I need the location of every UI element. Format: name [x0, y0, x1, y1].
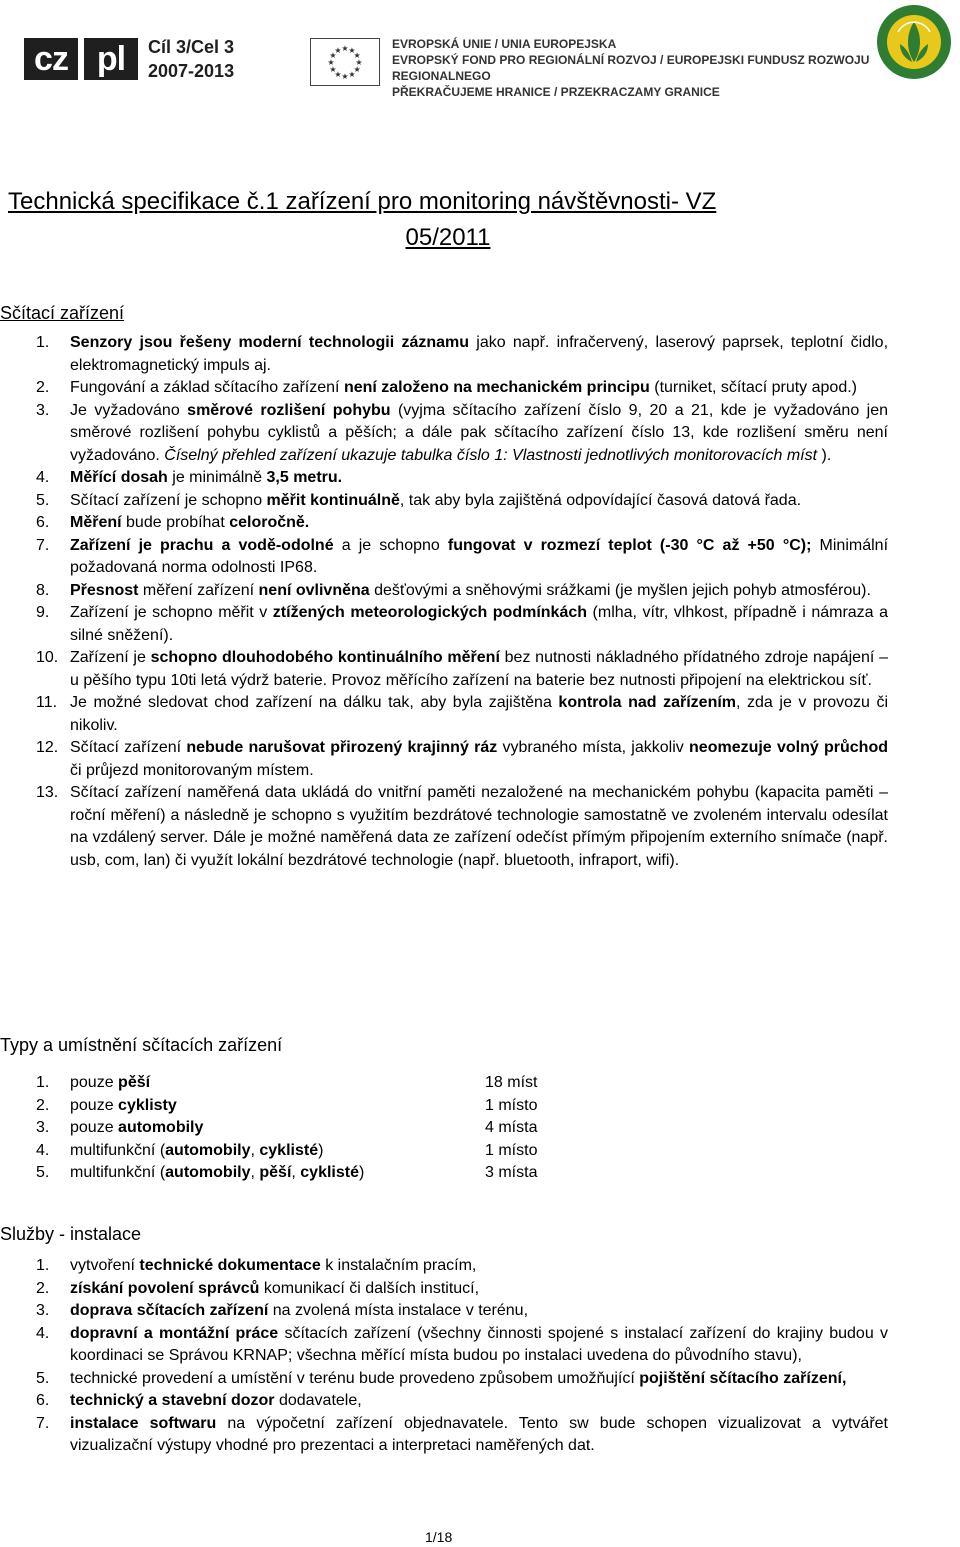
list-item [0, 332, 888, 377]
list-item [0, 737, 888, 782]
eu-star-icon: ★ [348, 45, 356, 55]
item-text: Sčítací zařízení je schopno [70, 491, 267, 509]
bold-text: technické dokumentace [139, 1257, 321, 1274]
list-item-number: 4. [36, 1324, 50, 1342]
item-text: ) [318, 1141, 324, 1159]
list-item-number: 11. [36, 694, 58, 711]
eu-line-2: EVROPSKÝ FOND PRO REGIONÁLNÍ ROZVOJ / EUROPEJSKI FUNDUSZ ROZWOJU REGIONALNEGO [392, 53, 870, 83]
item-text: bude probíhat [121, 514, 230, 531]
pl-logo-block: pl [84, 38, 138, 80]
bold-text: celoročně. [229, 514, 310, 531]
item-text: , zda je v provozu či nikoliv. [70, 694, 889, 734]
list-item-number: 3. [36, 1302, 50, 1319]
item-text: , [250, 1164, 260, 1181]
logo-bar [0, 0, 960, 110]
bold-text: nebude narušovat přirozený krajinný ráz [186, 739, 498, 756]
list-item [0, 1413, 888, 1458]
bold-text: získání povolení správců [70, 1279, 260, 1297]
location-count: 1 místo [485, 1096, 538, 1114]
item-text: pouze [70, 1119, 119, 1136]
list-item-number: 6. [36, 1392, 50, 1409]
item-text: Minimální požadovaná norma odolnosti IP68. [70, 536, 889, 576]
bold-text: Měření [70, 514, 122, 531]
item-text: pouze [70, 1096, 119, 1114]
item-text: (mlha, vítr, vlhkost, případně i námraza a silné sněžení). [70, 604, 888, 644]
services-list [0, 1255, 960, 1458]
list-item-number: 3. [36, 401, 50, 419]
krnap-seal-logo [876, 4, 952, 80]
location-count: 1 místo [485, 1141, 538, 1159]
list-item-number: 5. [36, 1369, 50, 1387]
item-text: na zvolená místa instalace v terénu, [268, 1302, 529, 1319]
list-item-number: 2. [36, 1279, 50, 1297]
section-heading: Sčítací zařízení [0, 303, 125, 323]
location-count: 4 místa [485, 1119, 538, 1136]
bold-text: není ovlivněna [258, 581, 370, 599]
bold-text: automobily [165, 1141, 251, 1159]
bold-text: Měřící dosah [70, 469, 168, 486]
item-text: multifunkční ( [70, 1164, 166, 1181]
list-item [0, 1368, 888, 1391]
bold-text: pojištění sčítacího zařízení, [639, 1369, 847, 1387]
item-text: , [250, 1141, 260, 1159]
item-text: (vyjma sčítacího zařízení číslo 9, 20 a 21, kde je vyžadováno jen směrové rozlišení pohybu cyklistů a pěších; a dále pak sčítacího zařízení číslo 13, kde rozlišení směru není vyžadováno. [70, 401, 888, 464]
bold-text: měřit kontinuálně [266, 491, 400, 509]
list-item-number: 1. [36, 1074, 50, 1091]
item-text: (turniket, sčítací pruty apod.) [649, 379, 857, 396]
bold-text: pěší [118, 1074, 151, 1091]
list-item [0, 1162, 888, 1185]
item-text: Sčítací zařízení [70, 739, 187, 756]
list-item-number: 1. [36, 334, 50, 351]
item-text: sčítacích zařízení (všechny činnosti spojené s instalací zařízení do krajiny budou v koordinaci se Správou KRNAP; všechna měřící místa budou po instalaci uvedena do původního stavu), [70, 1324, 888, 1364]
page-number: 1/18 [425, 1529, 453, 1545]
eu-star-icon: ★ [341, 44, 349, 53]
cil-label: Cíl 3/Cel 3 [148, 37, 235, 57]
eu-line-1: EVROPSKÁ UNIE / UNIA EUROPEJSKA [392, 37, 617, 51]
location-count: 3 místa [485, 1164, 538, 1181]
list-item [0, 1390, 888, 1413]
eu-program-text [392, 36, 960, 100]
bold-text: fungovat v rozmezí teplot (-30 °C až +50 °C); [447, 536, 812, 554]
item-text: ) [359, 1164, 365, 1181]
list-item [0, 1095, 888, 1118]
list-item-number: 5. [36, 491, 50, 509]
bold-text: instalace softwaru [70, 1414, 217, 1432]
item-text: ). [817, 446, 832, 464]
list-item-number: 7. [36, 536, 50, 554]
item-text: je minimálně [167, 469, 267, 486]
bold-text: ztížených meteorologických podmínkách [272, 604, 588, 621]
item-text: komunikací či dalších institucí, [259, 1279, 480, 1297]
item-text: Zařízení je [70, 649, 151, 666]
item-text: dodavatele, [274, 1392, 362, 1409]
eu-star-icon: ★ [353, 65, 361, 74]
list-item [0, 692, 888, 737]
eu-star-icon: ★ [334, 70, 342, 80]
list-item [0, 602, 888, 647]
eu-star-icon: ★ [355, 58, 363, 67]
bold-text: cyklisté [259, 1141, 319, 1159]
list-item [0, 1117, 888, 1140]
list-item [0, 1323, 888, 1368]
list-item [0, 1072, 888, 1095]
item-text: k instalačním pracím, [320, 1257, 477, 1274]
section-device-types [0, 1034, 960, 1185]
list-item-number: 13. [36, 784, 59, 801]
bold-text: Přesnost [70, 581, 139, 599]
bold-text: cyklisty [118, 1096, 177, 1114]
bold-text: Zařízení je prachu a vodě-odolné [70, 536, 334, 554]
bold-text: technický a stavební dozor [70, 1392, 275, 1409]
cz-logo-block: cz [24, 38, 78, 80]
bold-text: Senzory jsou řešeny moderní technologii záznamu [70, 334, 470, 351]
list-item [0, 1140, 888, 1163]
list-item-number: 5. [36, 1164, 50, 1181]
item-text: či průjezd monitorovaným místem. [70, 761, 314, 779]
list-item [0, 647, 888, 692]
list-item [0, 377, 888, 400]
list-item [0, 580, 888, 603]
eu-flag-icon [310, 38, 380, 86]
bold-text: není založeno na mechanickém principu [343, 379, 650, 396]
czpl-logo [24, 36, 246, 84]
list-item [0, 512, 888, 535]
list-item [0, 1255, 888, 1278]
item-text: jako např. infračervený, laserový paprsek, teplotní čidlo, elektromagnetický impuls aj. [70, 334, 889, 374]
bold-text: schopno dlouhodobého kontinuálního měření [150, 649, 500, 666]
eu-line-3: PŘEKRAČUJEME HRANICE / PRZEKRACZAMY GRANICE [392, 85, 720, 99]
bold-text: automobily [165, 1164, 251, 1181]
title-line-1: Technická specifikace č.1 zařízení pro monitoring návštěvnosti- VZ [8, 188, 717, 215]
list-item [0, 535, 888, 580]
eu-star-icon: ★ [329, 65, 337, 74]
types-list [0, 1072, 960, 1185]
item-text: měření zařízení [138, 581, 259, 599]
list-item-number: 10. [36, 649, 59, 666]
section-counting-devices [0, 302, 960, 872]
years-label: 2007-2013 [148, 61, 235, 81]
list-item-number: 2. [36, 1096, 50, 1114]
item-text: pouze [70, 1074, 119, 1091]
eu-star-icon: ★ [327, 58, 335, 67]
list-item-number: 9. [36, 604, 50, 621]
list-item-number: 4. [36, 469, 50, 486]
bold-text: 3,5 metru. [266, 469, 343, 486]
bold-text: cyklisté [300, 1164, 359, 1181]
requirements-list [0, 332, 960, 872]
list-item-number: 12. [36, 739, 59, 756]
list-item-number: 1. [36, 1257, 50, 1274]
eu-star-icon: ★ [334, 45, 342, 55]
list-item [0, 1300, 888, 1323]
list-item-number: 7. [36, 1414, 50, 1432]
bold-text: dopravní a montážní práce [70, 1324, 279, 1342]
list-item-number: 4. [36, 1141, 50, 1159]
item-text: a je schopno [333, 536, 448, 554]
section-installation [0, 1223, 960, 1458]
item-text: vybraného místa, jakkoliv [497, 739, 690, 756]
list-item [0, 467, 888, 490]
title-line-2: 05/2011 [405, 224, 491, 251]
bold-text: pěší [259, 1164, 292, 1181]
list-item [0, 400, 888, 468]
location-count: 18 míst [485, 1074, 538, 1091]
item-text: Sčítací zařízení naměřená data ukládá do vnitřní paměti nezaložené na mechanickém pohybu (kapacita paměti – roční měření) a následně je schopno s využitím bezdrátové technologie samostatně ve zvoleném intervalu odesílat na vzdálený server. Dále je možné naměřená data ze zařízení odečíst přímým připojením externího snímače (např. usb, com, lan) či využít lokální bezdrátové technologie (např. bluetooth, infraport, wifi). [70, 784, 888, 869]
item-text: Fungování a základ sčítacího zařízení [70, 379, 344, 396]
item-text: na výpočetní zařízení objednavatele. Tento sw bude schopen vizualizovat a vytvářet vizualizační výstupy vhodné pro prezentaci a interpretaci naměřených dat. [70, 1414, 888, 1454]
bold-text: kontrola nad zařízením [558, 694, 737, 711]
section-heading: Typy a umístnění sčítacích zařízení [0, 1035, 283, 1055]
bold-text: doprava sčítacích zařízení [70, 1302, 269, 1319]
eu-star-icon: ★ [353, 51, 361, 60]
item-text: bez nutnosti nákladného přídatného zdroje napájení – u pěšího typu 10ti letá výdrž baterie. Provoz měřícího zařízení na baterie bez nutnosti připojení na elektrickou síť. [70, 649, 888, 689]
bold-text: automobily [118, 1119, 204, 1136]
item-text: , tak aby byla zajištěná odpovídající časová datová řada. [399, 491, 802, 509]
item-text: Je možné sledovat chod zařízení na dálku tak, aby byla zajištěna [70, 694, 559, 711]
list-item [0, 490, 888, 513]
item-text: vytvoření [70, 1257, 140, 1274]
item-text: Je vyžadováno [70, 401, 188, 419]
document-title [8, 184, 888, 256]
eu-star-icon: ★ [329, 51, 337, 60]
list-item-number: 8. [36, 581, 50, 599]
item-text: , [291, 1164, 301, 1181]
item-text: multifunkční ( [70, 1141, 166, 1159]
bold-text: směrové rozlišení pohybu [187, 401, 391, 419]
item-text: dešťovými a sněhovými srážkami (je myšlen jejich pohyb atmosférou). [369, 581, 871, 599]
list-item-number: 6. [36, 514, 50, 531]
list-item-number: 3. [36, 1119, 50, 1136]
eu-star-icon: ★ [341, 72, 349, 81]
eu-star-icon: ★ [348, 70, 356, 80]
list-item [0, 1278, 888, 1301]
bold-text: neomezuje volný průchod [689, 739, 888, 756]
list-item [0, 782, 888, 872]
item-text: technické provedení a umístění v terénu bude provedeno způsobem umožňující [70, 1369, 640, 1387]
section-heading: Služby - instalace [0, 1224, 142, 1244]
item-text: Zařízení je schopno měřit v [70, 604, 273, 621]
italic-text: Číselný přehled zařízení ukazuje tabulka číslo 1: Vlastnosti jednotlivých monitorovacích míst [164, 446, 818, 464]
list-item-number: 2. [36, 379, 50, 396]
